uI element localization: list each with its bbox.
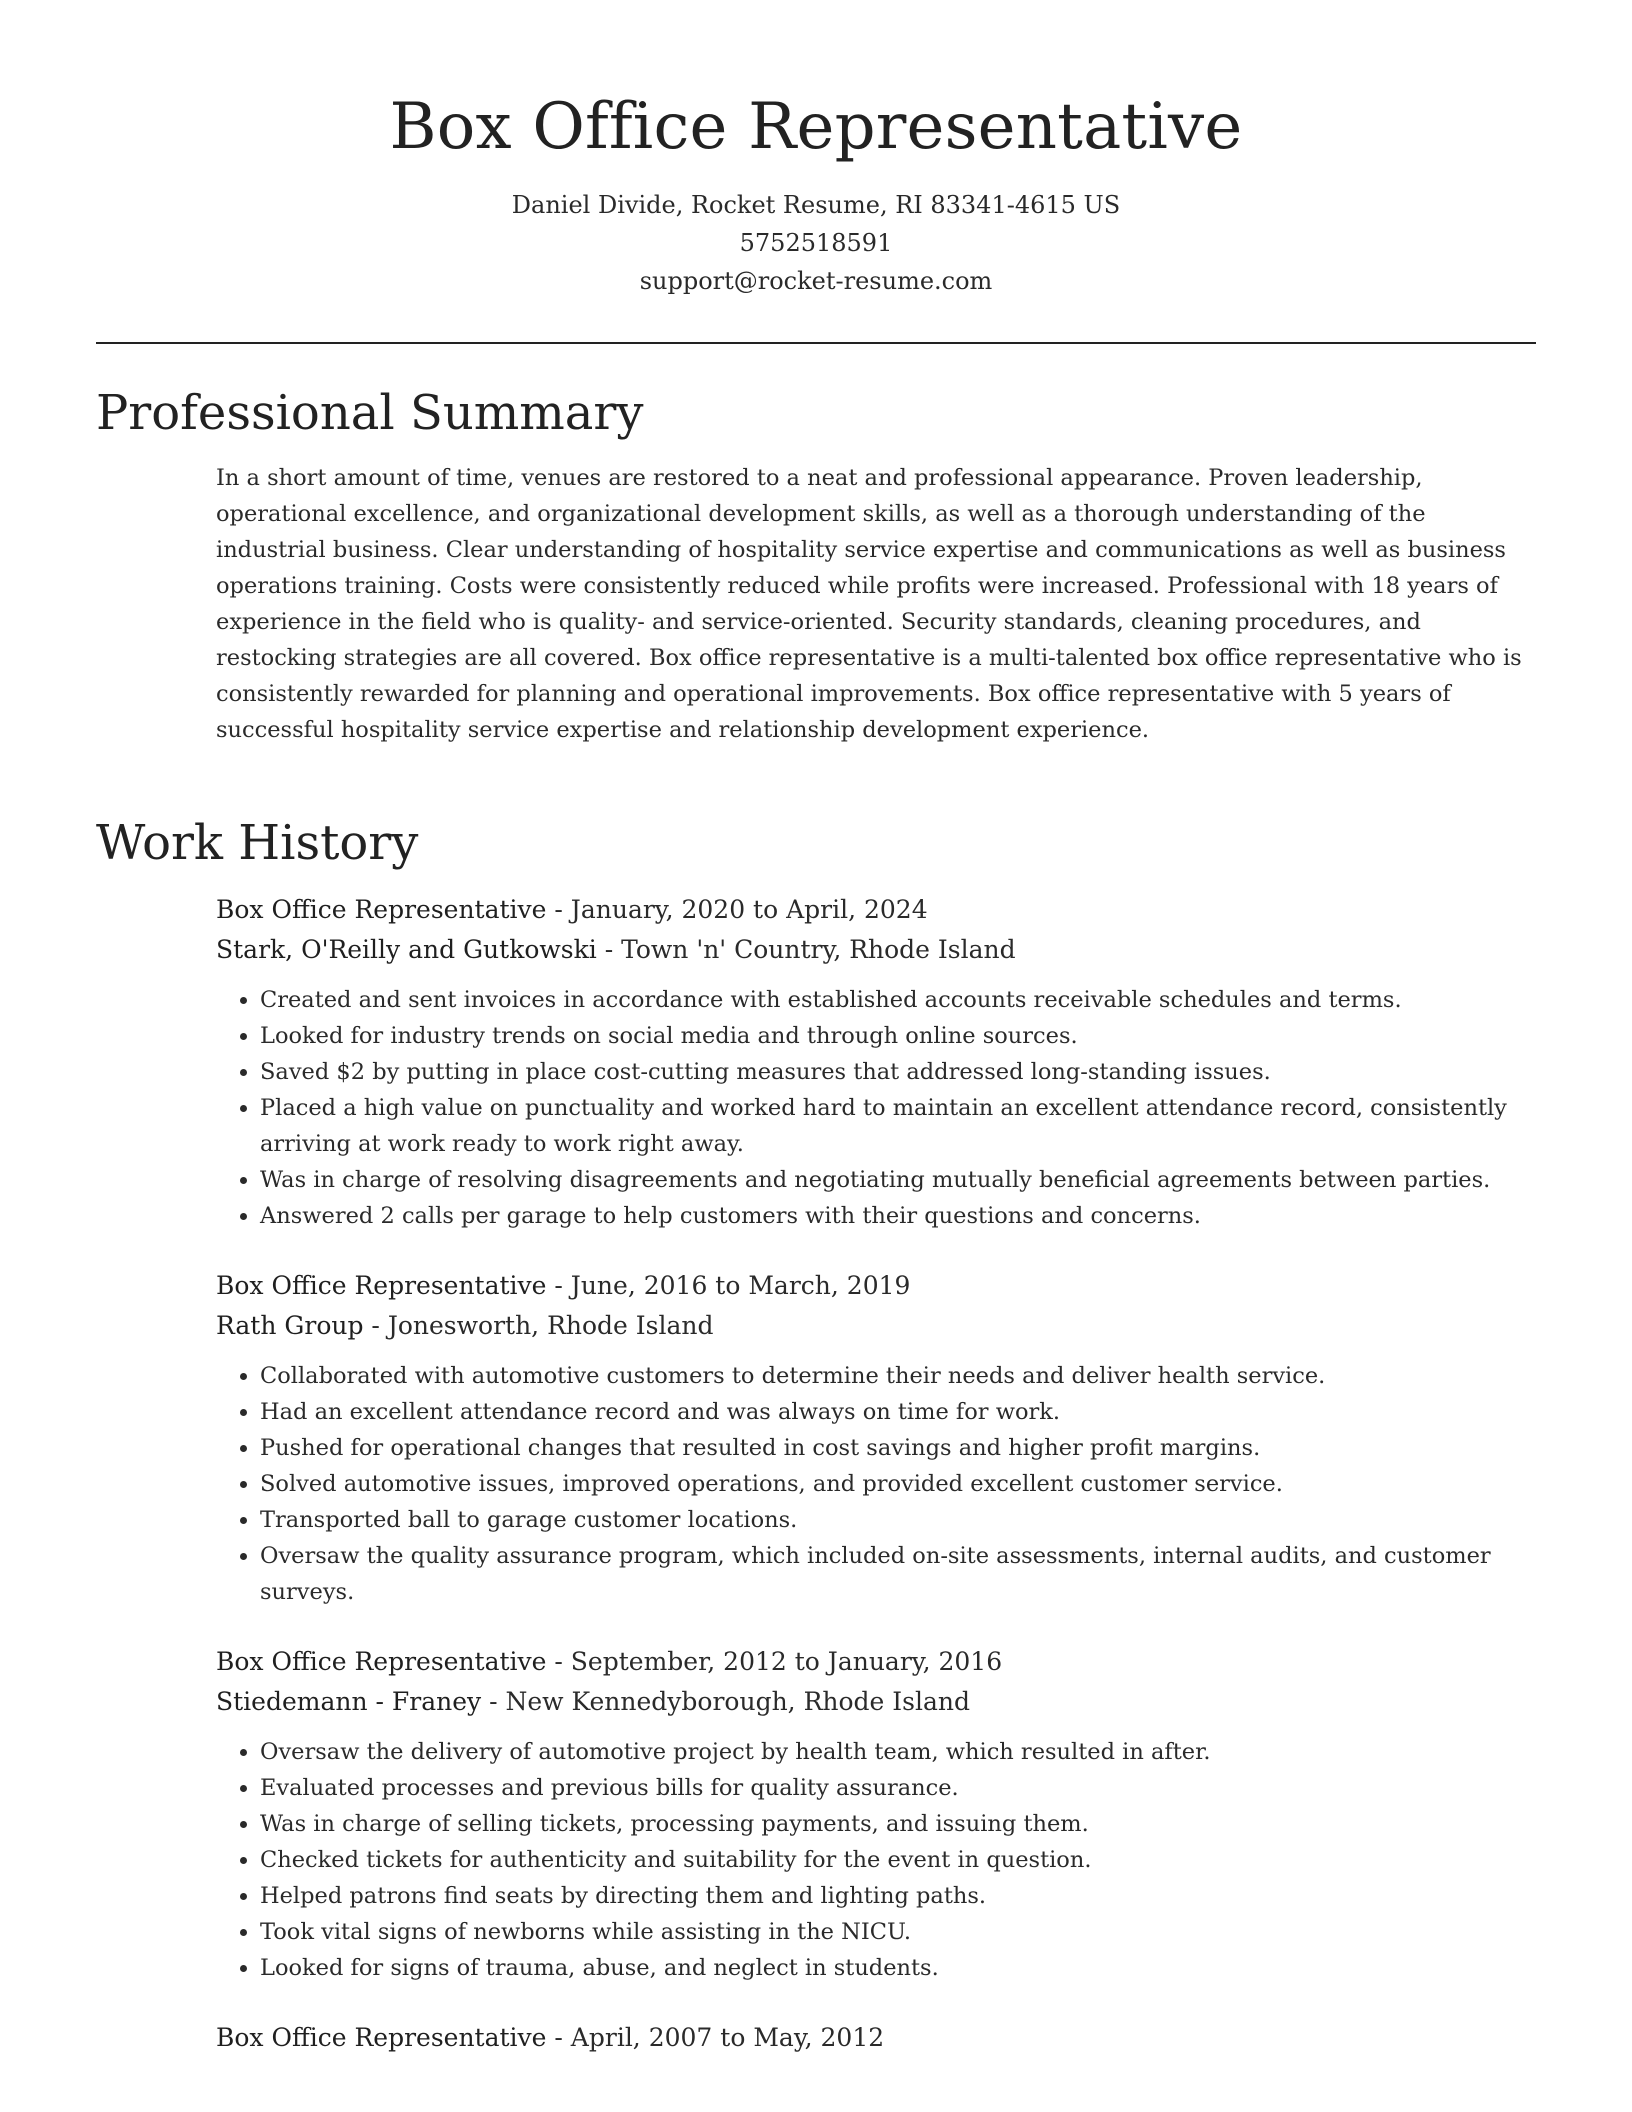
job-bullet: • Was in charge of selling tickets, processing payments, and issuing them. (260, 1806, 1536, 1842)
job-dates: - September, 2012 to January, 2016 (546, 1647, 1003, 1676)
job-bullet: • Was in charge of resolving disagreements and negotiating mutually beneficial agreements between parties. (260, 1162, 1536, 1198)
work-history-heading: Work History (96, 815, 419, 871)
job-bullets (216, 1734, 1536, 1986)
job-title: Box Office Representative (216, 1647, 547, 1676)
job-title-line (216, 890, 1536, 930)
job-title-line (216, 2018, 1536, 2058)
job-bullet: • Transported ball to garage customer locations. (260, 1502, 1536, 1538)
job-bullet: • Placed a high value on punctuality and worked hard to maintain an excellent attendance record, consistently arriving at work ready to work right away. (260, 1090, 1536, 1162)
job-bullets (216, 1358, 1536, 1610)
job-company: Stiedemann - Franey (216, 1687, 482, 1716)
job-bullet: • Looked for signs of trauma, abuse, and neglect in students. (260, 1950, 1536, 1986)
job-bullet: • Evaluated processes and previous bills for quality assurance. (260, 1770, 1536, 1806)
job-bullet: • Saved $2 by putting in place cost-cutting measures that addressed long-standing issues. (260, 1054, 1536, 1090)
job-title-line (216, 1266, 1536, 1306)
job-company-line (216, 930, 1536, 970)
job-bullet: • Oversaw the delivery of automotive project by health team, which resulted in after. (260, 1734, 1536, 1770)
header-divider (96, 342, 1536, 344)
job-dates: - January, 2020 to April, 2024 (546, 895, 928, 924)
job-title: Box Office Representative (216, 2023, 547, 2052)
contact-email: support@rocket-resume.com (639, 267, 993, 295)
job-company: Stark, O'Reilly and Gutkowski (216, 935, 597, 964)
job-bullet: • Collaborated with automotive customers to determine their needs and deliver health service. (260, 1358, 1536, 1394)
job-dates: - June, 2016 to March, 2019 (546, 1271, 911, 1300)
job-dates: - April, 2007 to May, 2012 (546, 2023, 885, 2052)
job-title: Box Office Representative (216, 895, 547, 924)
job-bullet: • Helped patrons find seats by directing them and lighting paths. (260, 1878, 1536, 1914)
job-company: Rath Group (216, 1311, 364, 1340)
work-history-list (216, 890, 1536, 2090)
job-location: - New Kennedyborough, Rhode Island (481, 1687, 971, 1716)
job-entry (216, 1266, 1536, 1610)
resume-title: Box Office Representative (389, 90, 1243, 164)
job-bullet: • Looked for industry trends on social media and through online sources. (260, 1018, 1536, 1054)
job-bullet: • Checked tickets for authenticity and suitability for the event in question. (260, 1842, 1536, 1878)
contact-phone: 5752518591 (739, 229, 893, 257)
contact-block (0, 186, 1632, 300)
job-bullets (216, 982, 1536, 1234)
job-company-line (216, 1306, 1536, 1346)
contact-address: Daniel Divide, Rocket Resume, RI 83341-4615 US (511, 191, 1121, 219)
job-entry (216, 2018, 1536, 2058)
job-bullet: • Pushed for operational changes that resulted in cost savings and higher profit margins. (260, 1430, 1536, 1466)
job-bullet: • Created and sent invoices in accordance with established accounts receivable schedules and terms. (260, 982, 1536, 1018)
job-location: - Jonesworth, Rhode Island (363, 1311, 714, 1340)
job-title: Box Office Representative (216, 1271, 547, 1300)
job-title-line (216, 1642, 1536, 1682)
job-bullet: • Answered 2 calls per garage to help customers with their questions and concerns. (260, 1198, 1536, 1234)
job-company-line (216, 1682, 1536, 1722)
job-bullet: • Took vital signs of newborns while assisting in the NICU. (260, 1914, 1536, 1950)
job-bullet: • Solved automotive issues, improved operations, and provided excellent customer service. (260, 1466, 1536, 1502)
job-bullet: • Oversaw the quality assurance program, which included on-site assessments, internal audits, and customer surveys. (260, 1538, 1536, 1610)
job-location: - Town 'n' Country, Rhode Island (596, 935, 1016, 964)
job-entry (216, 1642, 1536, 1986)
job-bullet: • Had an excellent attendance record and was always on time for work. (260, 1394, 1536, 1430)
professional-summary-text: In a short amount of time, venues are restored to a neat and professional appearance. Proven leadership, operational excellence, and organizational development skills, as well as a thorough understanding of the industrial business. Clear understanding of hospitality service expertise and communications as well as business operations training. Costs were consistently reduced while profits were increased. Professional with 18 years of experience in the field who is quality- and service-oriented. Security standards, cleaning procedures, and restocking strategies are all covered. Box office representative is a multi-talented box office representative who is consistently rewarded for planning and operational improvements. Box office representative with 5 years of successful hospitality service expertise and relationship development experience. (216, 465, 1522, 743)
professional-summary-heading: Professional Summary (96, 385, 644, 441)
job-entry (216, 890, 1536, 1234)
resume-header (0, 82, 1632, 300)
